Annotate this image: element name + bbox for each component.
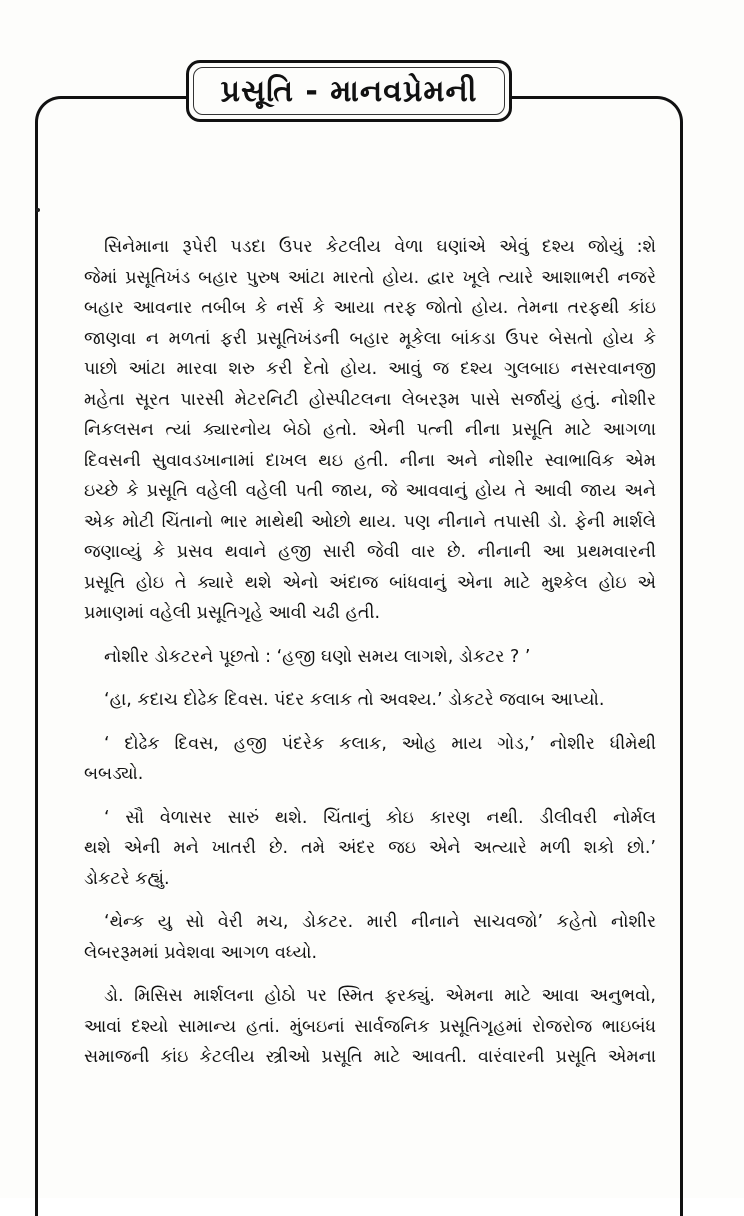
paragraph-1	[84, 232, 656, 629]
text-line: જાણવા ન મળતાં ફરી પ્રસૂતિખંડની બહાર મૂકેલા બાંકડા ઉપર બેસતો હોય કે	[84, 328, 656, 349]
text-line: ડોકટરે કહ્યું.	[84, 868, 170, 889]
text-line: એક મોટી ચિંતાનો ભાર માથેથી ઓછો થાય. પણ નીનાને તપાસી ડો. ફેની માર્શલે	[84, 511, 656, 532]
chapter-title-box	[186, 60, 512, 122]
paragraph-4	[84, 729, 656, 790]
text-line: પ્રસૂતિ હોઇ તે ક્યારે થશે એનો અંદાજ બાંધવાનું એના માટે મુશ્કેલ હોઇ એ	[84, 572, 656, 593]
print-speck	[36, 208, 40, 212]
text-line: થશે એની મને ખાતરી છે. તમે અંદર જઇ એને અત્યારે મળી શકો છો.’	[84, 838, 656, 858]
text-line: બબડ્યો.	[84, 764, 144, 784]
text-line: ‘ સૌ વેળાસર સારું થશે. ચિંતાનું કોઇ કારણ નથી. ડીલીવરી નોર્મલ	[104, 807, 656, 828]
text-line: જેમાં પ્રસૂતિખંડ બહાર પુરુષ આંટા મારતો હોય. દ્વાર ખૂલે ત્યારે આશાભરી નજરે	[84, 267, 656, 288]
chapter-title: પ્રસૂતિ - માનવપ્રેમની	[220, 73, 478, 109]
text-line: આવાં દશ્યો સામાન્ય હતાં. મુંબઇનાં સાર્વજનિક પ્રસૂતિગૃહમાં રોજરોજ ભાઇબંધ	[84, 1016, 656, 1037]
text-line: નિકલસન ત્યાં ક્યારનોય બેઠો હતો. એની પત્ની નીના પ્રસૂતિ માટે આગળા	[84, 420, 656, 440]
text-line: સિનેમાના રૂપેરી પડદા ઉપર કેટલીય વેળા ઘણાંએ એવું દશ્ય જોયું :શે	[104, 237, 656, 257]
text-line: જણાવ્યું કે પ્રસવ થવાને હજી સારી જેવી વાર છે. નીનાની આ પ્રથમવારની	[84, 542, 656, 562]
paragraph-5	[84, 803, 656, 895]
text-line: ‘થેન્ક યુ સો વેરી મચ, ડોકટર. મારી નીનાને સાચવજો’ કહેતો નોશીર	[104, 912, 656, 932]
paragraph-3	[84, 685, 656, 716]
paragraph-6	[84, 907, 656, 968]
text-line: નોશીર ડોકટરને પૂછતો : ‘હજી ઘણો સમય લાગશે, ડોકટર ? ’	[104, 646, 531, 667]
paragraph-7	[84, 981, 656, 1073]
text-line: પાછો આંટા મારવા શરુ કરી દેતો હોય. આવું જ દશ્ય ગુલબાઇ નસરવાનજી	[84, 359, 656, 379]
text-line: દિવસની સુવાવડખાનામાં દાખલ થઇ હતી. નીના અને નોશીર સ્વાભાવિક એમ	[84, 450, 656, 471]
text-line: મહેતા સૂરત પારસી મેટરનિટી હોસ્પીટલના લેબરરૂમ પાસે સર્જાયું હતું. નોશીર	[84, 389, 656, 410]
body-text	[84, 232, 656, 1073]
text-line: લેબરરૂમમાં પ્રવેશવા આગળ વધ્યો.	[84, 942, 318, 963]
text-line: સમાજની કાંઇ કેટલીય સ્ત્રીઓ પ્રસૂતિ માટે આવતી. વારંવારની પ્રસૂતિ એમના	[84, 1047, 656, 1067]
text-line: ‘હા, કદાચ દોઢેક દિવસ. પંદર કલાક તો અવશ્ય.’ ડોકટરે જવાબ આપ્યો.	[104, 690, 605, 710]
text-line: પ્રમાણમાં વહેલી પ્રસૂતિગૃહે આવી ચઢી હતી.	[84, 603, 381, 623]
text-line: ડો. મિસિસ માર્શલના હોઠો પર સ્મિત ફરક્યું. એમના માટે આવા અનુભવો,	[104, 986, 656, 1006]
text-line: ‘ દોઢેક દિવસ, હજી પંદરેક કલાક, ઓહ માય ગોડ,’ નોશીર ધીમેથી	[104, 733, 656, 754]
text-line: ઇચ્છે કે પ્રસૂતિ વહેલી વહેલી પતી જાય, જે આવવાનું હોય તે આવી જાય અને	[84, 481, 656, 501]
text-line: બહાર આવનાર તબીબ કે નર્સ કે આયા તરફ જોતો હોય. તેમના તરફથી કાંઇ	[84, 298, 656, 318]
paragraph-2	[84, 642, 656, 673]
